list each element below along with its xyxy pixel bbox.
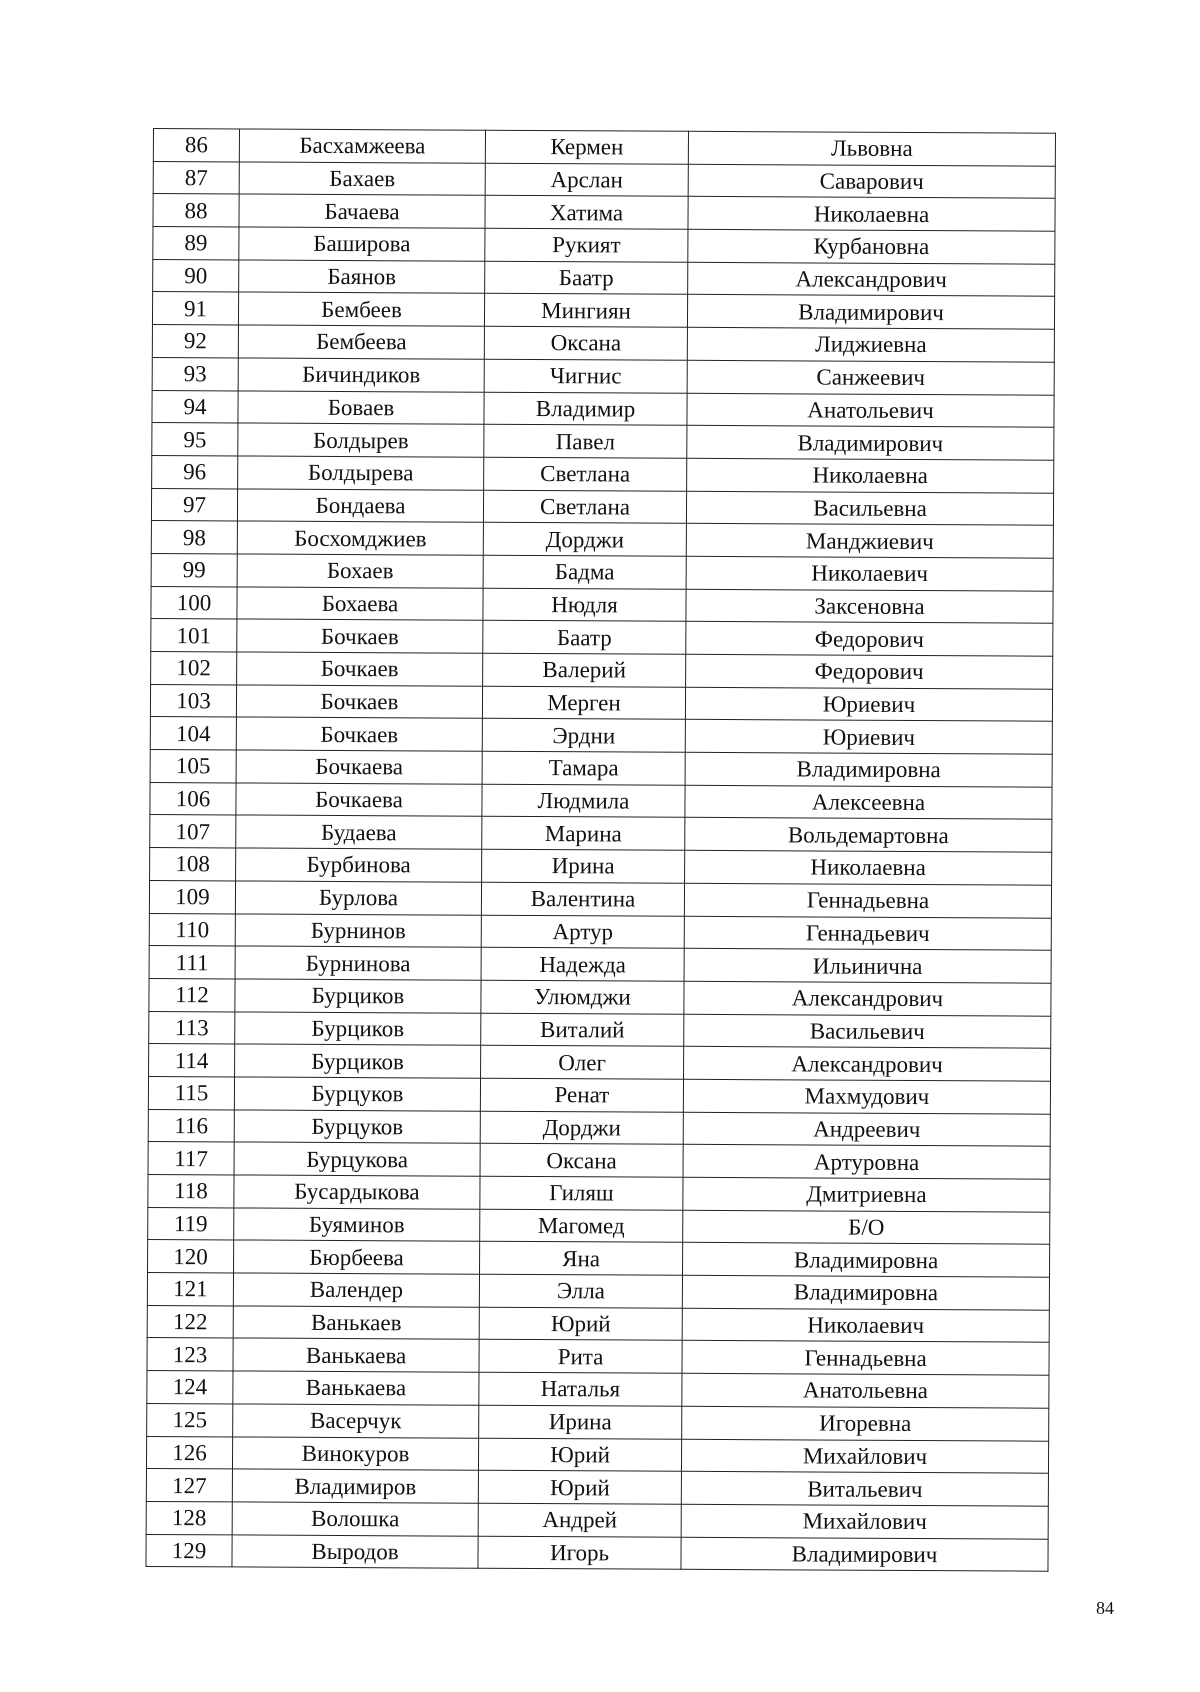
patronymic-cell: Михайлович (681, 1504, 1048, 1539)
patronymic-cell: Юриевич (685, 720, 1052, 755)
first-name-cell: Валерий (483, 653, 686, 687)
patronymic-cell: Анатольевна (682, 1373, 1049, 1408)
last-name-cell: Бурлова (235, 881, 481, 915)
patronymic-cell: Андреевич (683, 1112, 1050, 1147)
first-name-cell: Магомед (480, 1209, 683, 1243)
last-name-cell: Буяминов (234, 1208, 480, 1242)
last-name-cell: Бохаев (237, 554, 483, 588)
patronymic-cell: Манджиевич (686, 524, 1053, 559)
last-name-cell: Будаева (236, 815, 482, 849)
table-row (148, 1174, 1050, 1211)
last-name-cell: Ванькаева (233, 1371, 479, 1405)
patronymic-cell: Николаевич (682, 1308, 1049, 1343)
table-row (150, 782, 1052, 819)
first-name-cell: Владимир (484, 392, 687, 426)
patronymic-cell: Алексеевна (685, 785, 1052, 820)
first-name-cell: Дорджи (480, 1111, 683, 1145)
patronymic-cell: Федорович (686, 654, 1053, 689)
patronymic-cell: Анатольевич (687, 393, 1054, 428)
row-number-cell: 109 (149, 880, 235, 913)
table-row (146, 1534, 1048, 1571)
patronymic-cell: Заксеновна (686, 589, 1053, 624)
last-name-cell: Бусардыкова (234, 1175, 480, 1209)
row-number-cell: 103 (150, 684, 236, 717)
table-row (151, 488, 1053, 525)
names-table-wrapper (145, 128, 1055, 1572)
table-row (148, 1076, 1050, 1113)
last-name-cell: Бурнинов (235, 913, 481, 947)
table-row (149, 946, 1051, 983)
patronymic-cell: Николаевич (686, 556, 1053, 591)
patronymic-cell: Геннадьевна (682, 1341, 1049, 1376)
row-number-cell: 93 (152, 357, 238, 390)
row-number-cell: 113 (149, 1011, 235, 1044)
table-row (147, 1305, 1049, 1342)
patronymic-cell: Федорович (686, 622, 1053, 657)
table-row (150, 684, 1052, 721)
patronymic-cell: Вольдемартовна (685, 818, 1052, 853)
last-name-cell: Бурцуков (234, 1110, 480, 1144)
first-name-cell: Улюмджи (481, 980, 684, 1014)
first-name-cell: Светлана (483, 490, 686, 524)
row-number-cell: 116 (148, 1109, 234, 1142)
first-name-cell: Элла (479, 1274, 682, 1308)
row-number-cell: 91 (152, 292, 238, 325)
row-number-cell: 101 (151, 619, 237, 652)
first-name-cell: Бадма (483, 555, 686, 589)
first-name-cell: Юрий (478, 1470, 681, 1504)
table-row (147, 1371, 1049, 1408)
table-row (149, 1044, 1051, 1081)
last-name-cell: Бурбинова (236, 848, 482, 882)
row-number-cell: 92 (152, 325, 238, 358)
table-row (153, 227, 1055, 264)
table-row (151, 619, 1053, 656)
last-name-cell: Бурциков (235, 1044, 481, 1078)
row-number-cell: 87 (153, 161, 239, 194)
table-row (148, 1207, 1050, 1244)
first-name-cell: Юрий (479, 1307, 682, 1341)
row-number-cell: 118 (148, 1174, 234, 1207)
row-number-cell: 86 (153, 129, 239, 162)
row-number-cell: 115 (148, 1076, 234, 1109)
first-name-cell: Мингиян (484, 294, 687, 328)
first-name-cell: Тамара (482, 751, 685, 785)
last-name-cell: Бачаева (239, 194, 485, 228)
table-row (149, 913, 1051, 950)
row-number-cell: 126 (146, 1436, 232, 1469)
row-number-cell: 104 (150, 717, 236, 750)
patronymic-cell: Санжеевич (687, 360, 1054, 395)
first-name-cell: Виталий (481, 1013, 684, 1047)
first-name-cell: Нюдля (483, 588, 686, 622)
table-row (151, 651, 1053, 688)
patronymic-cell: Михайлович (681, 1439, 1048, 1474)
row-number-cell: 114 (149, 1044, 235, 1077)
patronymic-cell: Геннадьевич (684, 916, 1051, 951)
last-name-cell: Бохаева (237, 587, 483, 621)
first-name-cell: Оксана (484, 326, 687, 360)
page-number: 84 (1096, 1598, 1114, 1618)
row-number-cell: 122 (147, 1305, 233, 1338)
table-row (149, 880, 1051, 917)
first-name-cell: Эрдни (482, 719, 685, 753)
table-row (146, 1469, 1048, 1506)
table-row (150, 750, 1052, 787)
row-number-cell: 88 (153, 194, 239, 227)
first-name-cell: Рукият (485, 228, 688, 262)
patronymic-cell: Витальевич (681, 1471, 1048, 1506)
last-name-cell: Болдырев (238, 423, 484, 457)
patronymic-cell: Саварович (688, 164, 1055, 199)
last-name-cell: Выродов (232, 1534, 478, 1568)
row-number-cell: 100 (151, 586, 237, 619)
last-name-cell: Баянов (239, 260, 485, 294)
last-name-cell: Владимиров (232, 1469, 478, 1503)
last-name-cell: Ванькаева (233, 1338, 479, 1372)
last-name-cell: Бочкаев (236, 685, 482, 719)
table-row (151, 521, 1053, 558)
table-row (152, 423, 1054, 460)
first-name-cell: Дорджи (483, 522, 686, 556)
first-name-cell: Гиляш (480, 1176, 683, 1210)
table-row (148, 1142, 1050, 1179)
row-number-cell: 105 (150, 750, 236, 783)
table-row (153, 129, 1055, 166)
first-name-cell: Оксана (480, 1144, 683, 1178)
first-name-cell: Хатима (485, 196, 688, 230)
first-name-cell: Ирина (482, 849, 685, 883)
last-name-cell: Бурциков (235, 979, 481, 1013)
last-name-cell: Бочкаев (236, 717, 482, 751)
first-name-cell: Андрей (478, 1503, 681, 1537)
last-name-cell: Бембеева (238, 325, 484, 359)
last-name-cell: Валендер (233, 1273, 479, 1307)
row-number-cell: 123 (147, 1338, 233, 1371)
first-name-cell: Баатр (485, 261, 688, 295)
table-row (151, 553, 1053, 590)
first-name-cell: Павел (484, 424, 687, 458)
patronymic-cell: Курбановна (688, 229, 1055, 264)
last-name-cell: Бичиндиков (238, 358, 484, 392)
table-row (147, 1338, 1049, 1375)
row-number-cell: 129 (146, 1534, 232, 1567)
last-name-cell: Бочкаев (237, 652, 483, 686)
patronymic-cell: Николаевна (688, 197, 1055, 232)
table-row (152, 292, 1054, 329)
row-number-cell: 89 (153, 227, 239, 260)
row-number-cell: 108 (150, 848, 236, 881)
last-name-cell: Бурнинова (235, 946, 481, 980)
first-name-cell: Марина (482, 817, 685, 851)
patronymic-cell: Владимирович (687, 425, 1054, 460)
patronymic-cell: Лиджиевна (687, 327, 1054, 362)
patronymic-cell: Владимировна (682, 1275, 1049, 1310)
row-number-cell: 112 (149, 978, 235, 1011)
table-row (146, 1436, 1048, 1473)
table-row (152, 325, 1054, 362)
last-name-cell: Бочкаева (236, 750, 482, 784)
table-row (146, 1501, 1048, 1538)
first-name-cell: Ренат (480, 1078, 683, 1112)
last-name-cell: Бурцукова (234, 1142, 480, 1176)
last-name-cell: Бембеев (238, 292, 484, 326)
last-name-cell: Бочкаева (236, 783, 482, 817)
row-number-cell: 125 (147, 1403, 233, 1436)
first-name-cell: Валентина (481, 882, 684, 916)
first-name-cell: Рита (479, 1340, 682, 1374)
patronymic-cell: Васильевна (686, 491, 1053, 526)
table-row (147, 1403, 1049, 1440)
patronymic-cell: Игоревна (682, 1406, 1049, 1441)
row-number-cell: 121 (147, 1273, 233, 1306)
table-row (153, 194, 1055, 231)
row-number-cell: 111 (149, 946, 235, 979)
row-number-cell: 106 (150, 782, 236, 815)
first-name-cell: Ирина (479, 1405, 682, 1439)
first-name-cell: Мерген (482, 686, 685, 720)
patronymic-cell: Александрович (684, 981, 1051, 1016)
row-number-cell: 127 (146, 1469, 232, 1502)
first-name-cell: Артур (481, 915, 684, 949)
patronymic-cell: Львовна (688, 131, 1055, 166)
last-name-cell: Бондаева (237, 489, 483, 523)
table-row (153, 161, 1055, 198)
row-number-cell: 120 (148, 1240, 234, 1273)
names-table-body (146, 129, 1056, 1572)
patronymic-cell: Махмудович (683, 1079, 1050, 1114)
patronymic-cell: Александрович (684, 1047, 1051, 1082)
last-name-cell: Бахаев (239, 162, 485, 196)
patronymic-cell: Ильинична (684, 948, 1051, 983)
table-row (147, 1273, 1049, 1310)
patronymic-cell: Б/О (683, 1210, 1050, 1245)
patronymic-cell: Владимировна (682, 1243, 1049, 1278)
first-name-cell: Надежда (481, 947, 684, 981)
last-name-cell: Болдырева (238, 456, 484, 490)
row-number-cell: 98 (151, 521, 237, 554)
table-row (148, 1240, 1050, 1277)
table-row (152, 357, 1054, 394)
first-name-cell: Олег (481, 1045, 684, 1079)
last-name-cell: Басхамжеева (239, 129, 485, 163)
patronymic-cell: Николаевна (685, 850, 1052, 885)
table-row (153, 259, 1055, 296)
row-number-cell: 96 (152, 455, 238, 488)
table-row (150, 848, 1052, 885)
row-number-cell: 124 (147, 1371, 233, 1404)
table-row (149, 978, 1051, 1015)
patronymic-cell: Артуровна (683, 1145, 1050, 1180)
patronymic-cell: Владимирович (681, 1537, 1048, 1572)
table-row (152, 455, 1054, 492)
table-row (151, 586, 1053, 623)
row-number-cell: 95 (152, 423, 238, 456)
table-row (152, 390, 1054, 427)
patronymic-cell: Васильевич (684, 1014, 1051, 1049)
table-row (149, 1011, 1051, 1048)
last-name-cell: Боваев (238, 390, 484, 424)
patronymic-cell: Дмитриевна (683, 1177, 1050, 1212)
row-number-cell: 102 (151, 651, 237, 684)
table-row (150, 717, 1052, 754)
row-number-cell: 119 (148, 1207, 234, 1240)
last-name-cell: Бурциков (235, 1012, 481, 1046)
first-name-cell: Игорь (478, 1536, 681, 1570)
patronymic-cell: Александрович (688, 262, 1055, 297)
last-name-cell: Баширова (239, 227, 485, 261)
first-name-cell: Яна (480, 1242, 683, 1276)
first-name-cell: Чигнис (484, 359, 687, 393)
last-name-cell: Винокуров (232, 1436, 478, 1470)
last-name-cell: Бочкаев (237, 619, 483, 653)
table-row (148, 1109, 1050, 1146)
patronymic-cell: Николаевна (687, 458, 1054, 493)
first-name-cell: Юрий (478, 1438, 681, 1472)
first-name-cell: Светлана (484, 457, 687, 491)
first-name-cell: Наталья (479, 1372, 682, 1406)
row-number-cell: 107 (150, 815, 236, 848)
last-name-cell: Волошка (232, 1502, 478, 1536)
last-name-cell: Бюрбеева (234, 1240, 480, 1274)
row-number-cell: 99 (151, 553, 237, 586)
row-number-cell: 97 (151, 488, 237, 521)
first-name-cell: Баатр (483, 621, 686, 655)
names-table (145, 128, 1056, 1572)
last-name-cell: Босхомджиев (237, 521, 483, 555)
row-number-cell: 117 (148, 1142, 234, 1175)
row-number-cell: 90 (153, 259, 239, 292)
last-name-cell: Бурцуков (234, 1077, 480, 1111)
row-number-cell: 128 (146, 1501, 232, 1534)
row-number-cell: 110 (149, 913, 235, 946)
first-name-cell: Кермен (485, 130, 688, 164)
patronymic-cell: Владимирович (687, 295, 1054, 330)
patronymic-cell: Владимировна (685, 752, 1052, 787)
first-name-cell: Людмила (482, 784, 685, 818)
table-row (150, 815, 1052, 852)
patronymic-cell: Юриевич (685, 687, 1052, 722)
last-name-cell: Ванькаев (233, 1306, 479, 1340)
row-number-cell: 94 (152, 390, 238, 423)
first-name-cell: Арслан (485, 163, 688, 197)
last-name-cell: Васерчук (233, 1404, 479, 1438)
patronymic-cell: Геннадьевна (684, 883, 1051, 918)
